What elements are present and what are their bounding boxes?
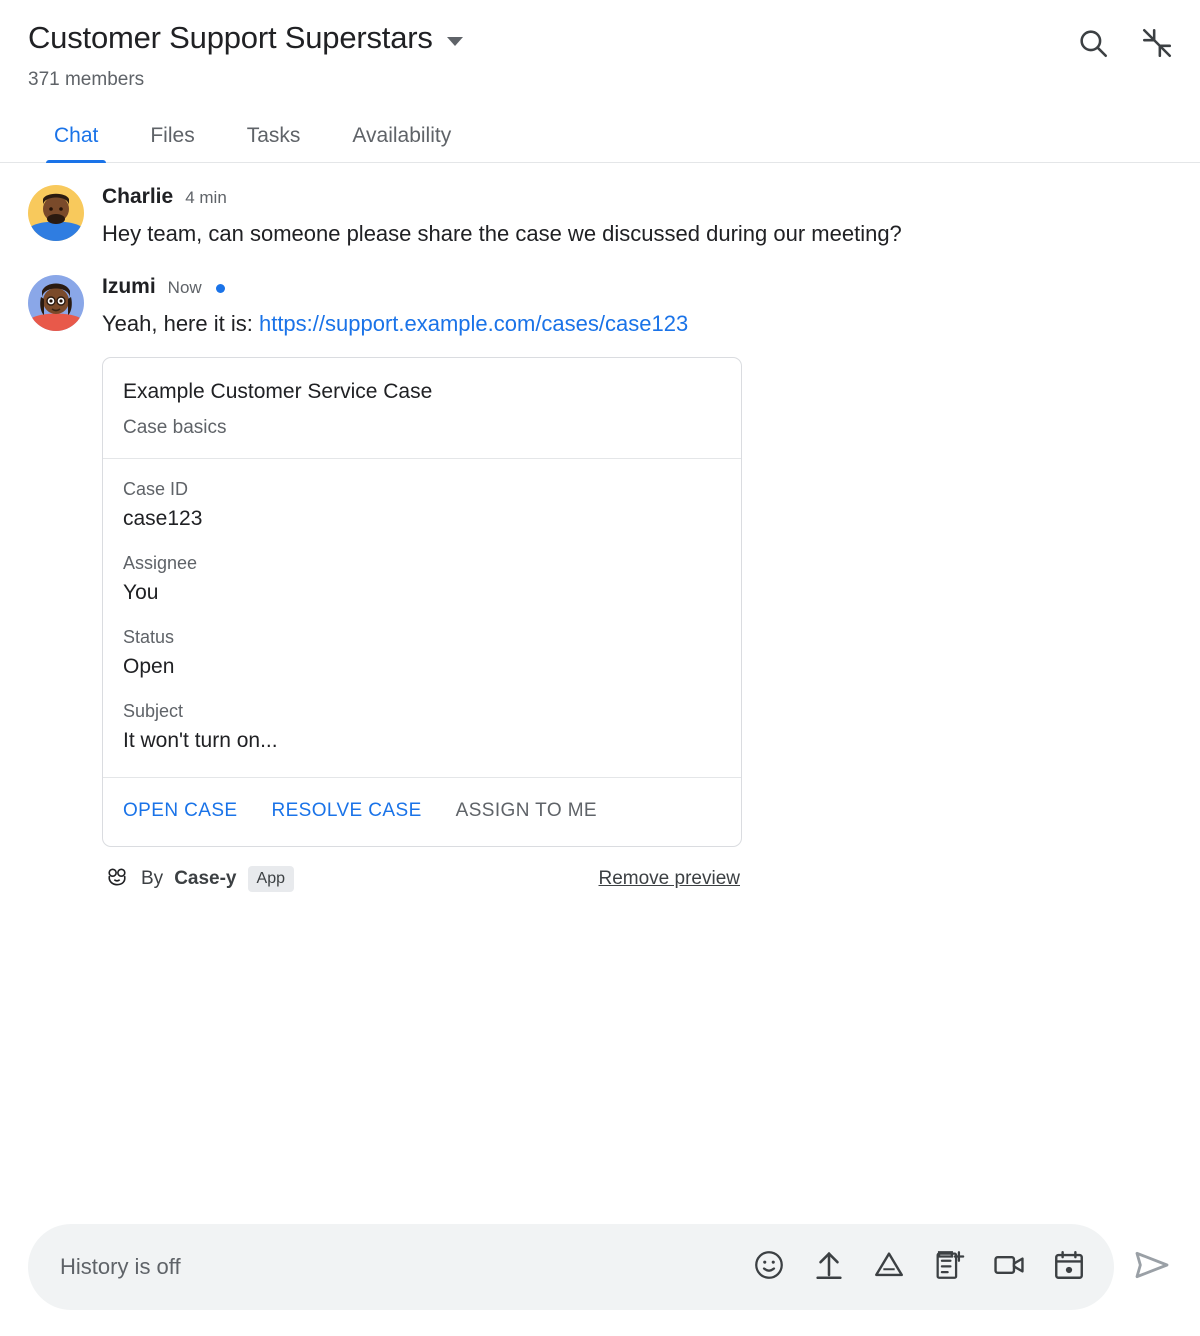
field-value: Open — [123, 655, 175, 679]
byline-prefix: By — [141, 868, 164, 890]
bot-icon — [104, 863, 130, 895]
message-text-prefix: Yeah, here it is: — [102, 311, 259, 337]
card-subtitle: Case basics — [123, 417, 227, 439]
room-header — [0, 0, 1200, 92]
message-text — [102, 308, 1172, 339]
tab-bar — [0, 114, 1200, 163]
message-timestamp: 4 min — [185, 188, 227, 207]
card-byline — [104, 863, 294, 895]
field-label: Case ID — [123, 479, 189, 500]
message-header — [102, 185, 1172, 209]
field-assignee — [123, 551, 721, 607]
card-actions — [103, 778, 741, 846]
send-button[interactable] — [1130, 1245, 1172, 1290]
page-title: Customer Support Superstars — [28, 20, 433, 55]
field-label: Assignee — [123, 553, 198, 574]
message-input[interactable] — [58, 1253, 752, 1281]
card-fields — [103, 459, 741, 778]
card-header — [103, 358, 741, 459]
calendar-icon[interactable] — [1052, 1248, 1086, 1287]
tab-tasks[interactable]: Tasks — [246, 124, 301, 147]
field-status — [123, 625, 721, 681]
message-sender: Charlie — [102, 185, 174, 208]
message-sender: Izumi — [102, 275, 156, 299]
drive-icon[interactable] — [872, 1248, 906, 1287]
app-name: Case-y — [174, 868, 237, 890]
collapse-icon[interactable] — [1140, 26, 1174, 65]
card-title: Example Customer Service Case — [123, 380, 433, 404]
composer-icons — [752, 1248, 1086, 1287]
message-charlie — [28, 185, 1172, 249]
tab-chat[interactable]: Chat — [28, 114, 124, 162]
field-value: You — [123, 581, 159, 605]
case-preview-card — [102, 357, 742, 847]
app-badge: App — [248, 866, 294, 892]
composer-area — [0, 1224, 1200, 1336]
composer — [28, 1224, 1172, 1310]
remove-preview-button[interactable]: Remove preview — [598, 868, 740, 890]
message-izumi — [28, 275, 1172, 895]
header-actions — [1076, 26, 1174, 65]
resolve-case-button[interactable]: RESOLVE CASE — [271, 800, 422, 822]
message-header — [102, 275, 1172, 299]
title-row — [28, 18, 1172, 58]
chevron-down-icon[interactable] — [447, 37, 463, 46]
message-text: Hey team, can someone please share the case we discussed during our meeting? — [102, 221, 902, 246]
video-call-icon[interactable] — [992, 1248, 1026, 1287]
card-footer — [102, 863, 742, 895]
avatar[interactable] — [28, 275, 84, 331]
upload-icon[interactable] — [812, 1248, 846, 1287]
assign-to-me-button[interactable]: ASSIGN TO ME — [455, 800, 597, 822]
composer-box[interactable] — [28, 1224, 1114, 1310]
unread-dot-icon — [216, 284, 225, 293]
message-timestamp: Now — [167, 278, 202, 298]
tab-availability[interactable]: Availability — [352, 124, 452, 147]
field-case-id — [123, 477, 721, 533]
field-value: It won't turn on... — [123, 729, 278, 753]
field-label: Subject — [123, 701, 184, 722]
message-body — [102, 275, 1172, 895]
avatar[interactable] — [28, 185, 84, 241]
open-case-button[interactable]: OPEN CASE — [123, 800, 238, 822]
message-body — [102, 185, 1172, 249]
field-label: Status — [123, 627, 175, 648]
search-icon[interactable] — [1076, 26, 1110, 65]
case-link[interactable]: https://support.example.com/cases/case123 — [258, 311, 689, 337]
tab-files[interactable]: Files — [150, 124, 195, 147]
field-value: case123 — [123, 507, 203, 531]
emoji-icon[interactable] — [752, 1248, 786, 1287]
document-add-icon[interactable] — [932, 1248, 966, 1287]
member-count: 371 members — [28, 69, 145, 90]
field-subject — [123, 699, 721, 755]
message-list — [0, 163, 1200, 1224]
